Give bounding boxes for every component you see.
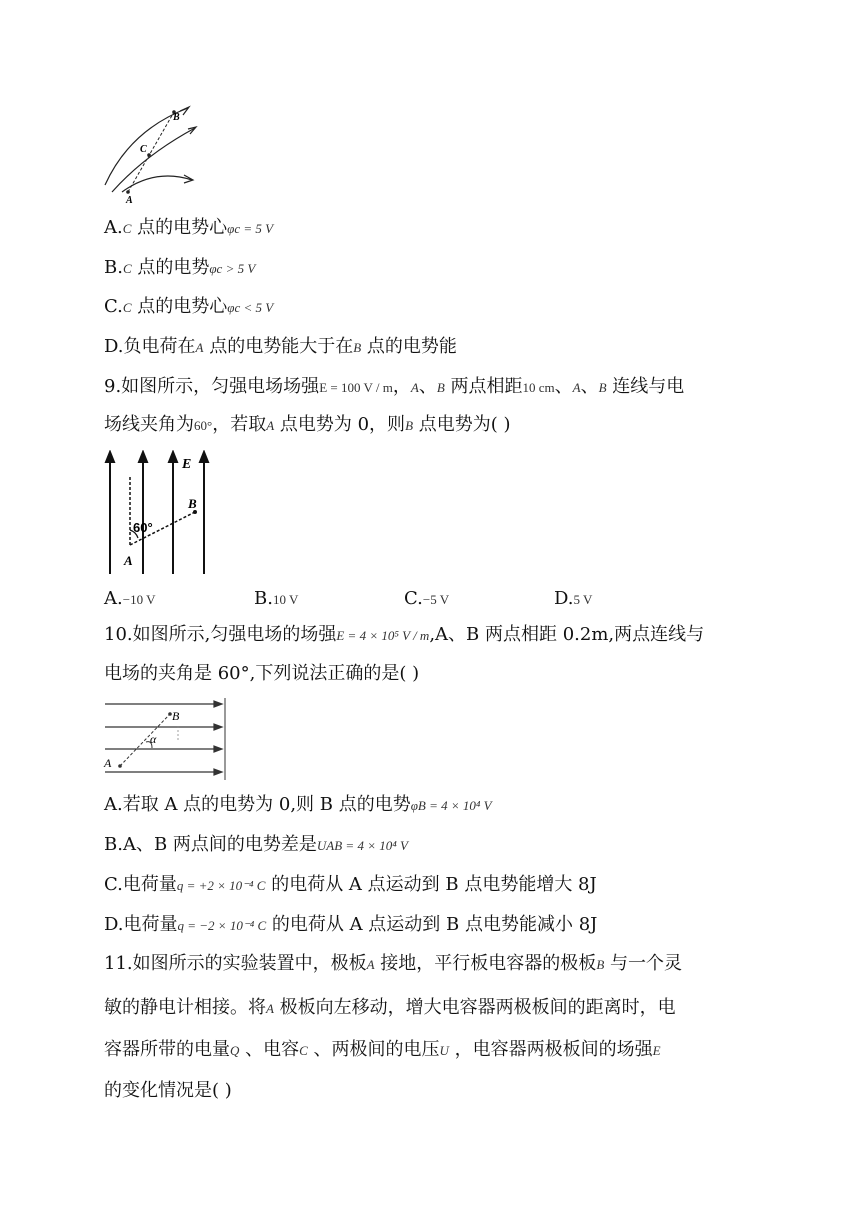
option-text: 的电荷从 A 点运动到 B 点电势能增大 8J <box>265 874 597 895</box>
q10-stem-line-2 <box>104 661 419 687</box>
q10-option-c <box>104 872 597 899</box>
q8-option-d <box>104 334 457 361</box>
option-text: 点的电势心 <box>131 296 228 317</box>
option-prefix: A. <box>104 217 123 238</box>
label-b: B <box>173 112 180 123</box>
math-expr: φc < 5 V <box>227 300 274 315</box>
text: ，电容器两极板间的场强 <box>448 1039 653 1060</box>
q8-option-c <box>104 294 273 321</box>
label-a: A <box>124 553 133 568</box>
option-prefix: B. <box>104 257 123 278</box>
math-expr: φB = 4 × 10⁴ V <box>410 798 492 813</box>
horizontal-field-diagram <box>100 696 235 782</box>
text: 10.如图所示,匀强电场的场强 <box>104 624 337 645</box>
var-b: B <box>596 957 605 972</box>
q9-stem-line-1 <box>104 374 684 401</box>
label-e: E <box>182 457 192 472</box>
label-c: C <box>140 144 147 155</box>
text: 11.如图所示的实验装置中，极板 <box>104 953 367 974</box>
var-b: B <box>353 340 362 355</box>
label-a: A <box>104 756 112 770</box>
math-expr: E = 4 × 10⁵ V / m <box>336 628 430 643</box>
var-b: B <box>436 380 445 395</box>
text: 、 <box>580 376 599 397</box>
text: ，若取 <box>212 414 267 435</box>
text: 敏的静电计相接。将 <box>104 997 266 1018</box>
text: 点电势为 0，则 <box>274 414 406 435</box>
label-b: B <box>188 496 197 511</box>
math-expr: E = 100 V / m <box>319 380 393 395</box>
math-expr: φc > 5 V <box>209 261 256 276</box>
q10-option-a <box>104 792 492 819</box>
var-c: C <box>122 261 132 276</box>
option-text: B.A、B 两点间的电势差是 <box>104 834 317 855</box>
var-q: Q <box>230 1043 240 1058</box>
option-text: D.电荷量 <box>104 914 178 935</box>
text: 两点相距 <box>444 376 523 397</box>
var-a: A <box>572 380 581 395</box>
option-text: 点的电势能 <box>361 336 457 357</box>
text: 9.如图所示，匀强电场场强 <box>104 376 320 397</box>
option-prefix: C. <box>404 588 423 609</box>
option-prefix: D. <box>554 588 574 609</box>
text: ,A、B 两点相距 0.2m,两点连线与 <box>429 624 705 645</box>
label-alpha: α <box>150 732 157 746</box>
q8-option-b <box>104 255 255 282</box>
var-c: C <box>122 300 132 315</box>
option-text: 点的电势 <box>131 257 210 278</box>
q9-option-a <box>104 586 155 613</box>
var-e: E <box>652 1043 661 1058</box>
text: 极板向左移动，增大电容器两极板间的距离时，电 <box>273 997 676 1018</box>
q10-stem-line-1 <box>104 622 704 649</box>
math-expr: 10 cm <box>522 380 555 395</box>
option-text: 的电荷从 A 点运动到 B 点电势能减小 8J <box>266 914 598 935</box>
q9-option-b <box>254 586 298 613</box>
math-expr: q = +2 × 10⁻⁴ C <box>176 878 266 893</box>
text: 、两极间的电压 <box>307 1039 440 1060</box>
label-b: B <box>172 709 180 723</box>
q10-option-d <box>104 912 597 939</box>
q10-option-b <box>104 832 408 859</box>
text: 容器所带的电量 <box>104 1039 230 1060</box>
text: 连线与电 <box>606 376 685 397</box>
q9-option-c <box>404 586 449 613</box>
text: 点电势为( ) <box>413 414 511 435</box>
figure-uniform-field-vertical <box>100 450 215 576</box>
text: 、电容 <box>239 1039 300 1060</box>
curved-field-diagram <box>100 100 210 210</box>
text: ， <box>392 376 411 397</box>
text: 与一个灵 <box>604 953 682 974</box>
math-expr: q = −2 × 10⁻⁴ C <box>177 918 267 933</box>
label-a: A <box>126 195 133 206</box>
label-angle: 60° <box>133 520 153 535</box>
q9-stem-line-2 <box>104 412 511 439</box>
option-prefix: C. <box>104 296 123 317</box>
q11-stem-line-4 <box>104 1078 232 1104</box>
var-a: A <box>410 380 419 395</box>
var-a: A <box>266 418 275 433</box>
math-expr: UAB = 4 × 10⁴ V <box>316 838 408 853</box>
option-value: −10 V <box>122 592 156 607</box>
option-value: 5 V <box>573 592 593 607</box>
option-prefix: B. <box>254 588 273 609</box>
text: 、 <box>554 376 573 397</box>
var-c: C <box>299 1043 308 1058</box>
var-a: A <box>366 957 375 972</box>
q11-stem-line-1 <box>104 951 682 978</box>
figure-curved-field-lines <box>100 100 210 210</box>
var-a: A <box>195 340 204 355</box>
text: 场线夹角为 <box>104 414 194 435</box>
option-text: 点的电势能大于在 <box>203 336 354 357</box>
text: 接地，平行板电容器的极板 <box>374 953 597 974</box>
text: 电场的夹角是 60°,下列说法正确的是( ) <box>104 663 420 684</box>
var-a: A <box>266 1001 274 1016</box>
math-expr: φc = 5 V <box>227 221 274 236</box>
q9-option-d <box>554 586 592 613</box>
option-value: 10 V <box>272 592 299 607</box>
option-text: A.若取 A 点的电势为 0,则 B 点的电势 <box>104 794 411 815</box>
option-prefix: A. <box>104 588 123 609</box>
var-b: B <box>405 418 414 433</box>
q8-option-a <box>104 215 273 242</box>
text: 、 <box>418 376 437 397</box>
figure-uniform-field-horizontal <box>100 696 235 782</box>
option-text: 点的电势心 <box>131 217 228 238</box>
vertical-field-diagram <box>100 450 215 576</box>
q11-stem-line-3 <box>104 1037 661 1064</box>
text: 的变化情况是( ) <box>104 1080 232 1101</box>
q11-stem-line-2 <box>104 995 676 1022</box>
var-u: U <box>439 1043 449 1058</box>
var-b: B <box>598 380 607 395</box>
math-expr: 60° <box>194 418 213 433</box>
var-c: C <box>122 221 132 236</box>
option-prefix: D.负电荷在 <box>104 336 196 357</box>
option-text: C.电荷量 <box>104 874 177 895</box>
option-value: −5 V <box>422 592 450 607</box>
